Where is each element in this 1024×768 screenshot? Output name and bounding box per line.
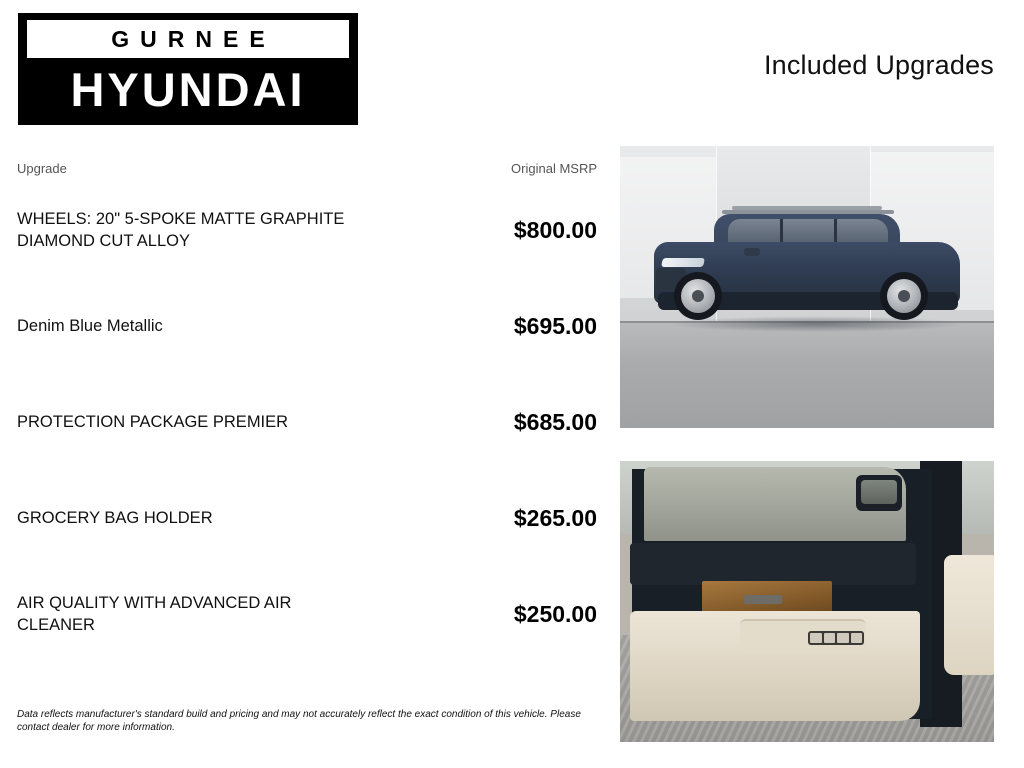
- table-column-headers: [0, 140, 614, 182]
- side-mirror: [744, 248, 760, 256]
- table-row: [0, 182, 614, 278]
- window-switch: [837, 633, 849, 643]
- logo-bottom-text: HYUNDAI: [70, 62, 306, 116]
- rear-wheel: [880, 272, 928, 320]
- upgrade-name: GROCERY BAG HOLDER: [17, 509, 213, 527]
- upgrade-price: $800.00: [513, 216, 597, 243]
- upgrade-name: PROTECTION PACKAGE PREMIER: [17, 413, 289, 431]
- table-row: [0, 374, 614, 470]
- vehicle-illustration: [648, 204, 966, 354]
- wheel-hub: [692, 290, 704, 302]
- page-title: Included Upgrades: [763, 50, 994, 80]
- logo-top-band: [27, 20, 349, 58]
- upgrades-table: [0, 140, 614, 768]
- window-switch: [810, 633, 822, 643]
- table-row: [0, 470, 614, 566]
- logo-top-text: GURNEE: [111, 25, 276, 52]
- table-rows: [0, 182, 614, 662]
- window-switch-cluster: [808, 631, 864, 645]
- document-header: [0, 0, 1024, 140]
- vehicle-shadow: [666, 316, 966, 332]
- door-upper-trim: [630, 543, 916, 585]
- side-mirror-glass: [861, 480, 897, 504]
- table-row: [0, 566, 614, 662]
- vehicle-interior-photo: [620, 461, 994, 742]
- front-seat: [944, 555, 994, 675]
- upgrade-price: $265.00: [513, 504, 597, 531]
- window-switch: [851, 633, 863, 643]
- door-pull-handle: [744, 595, 782, 604]
- upgrade-price: $695.00: [513, 312, 597, 339]
- column-header-msrp: Original MSRP: [511, 161, 597, 176]
- upgrade-name: AIR QUALITY WITH ADVANCED AIR CLEANER: [17, 594, 292, 634]
- logo-bottom-band: [27, 61, 349, 117]
- disclaimer-text: Data reflects manufacturer's standard build and pricing and may not accurately reflect the exact condition of this vehicle. Please contact dealer for more information.: [17, 709, 581, 733]
- table-row: [0, 278, 614, 374]
- window-switch: [824, 633, 836, 643]
- upgrade-price: $250.00: [513, 600, 597, 627]
- dealer-logo: [18, 13, 358, 125]
- upgrade-price: $685.00: [513, 408, 597, 435]
- front-wheel: [674, 272, 722, 320]
- upgrade-name: WHEELS: 20" 5-SPOKE MATTE GRAPHITE DIAMOND CUT ALLOY: [17, 210, 345, 250]
- vehicle-exterior-photo: [620, 146, 994, 428]
- headlight: [661, 258, 705, 267]
- upgrade-name: Denim Blue Metallic: [17, 317, 163, 335]
- wheel-hub: [898, 290, 910, 302]
- column-header-upgrade: Upgrade: [17, 161, 67, 176]
